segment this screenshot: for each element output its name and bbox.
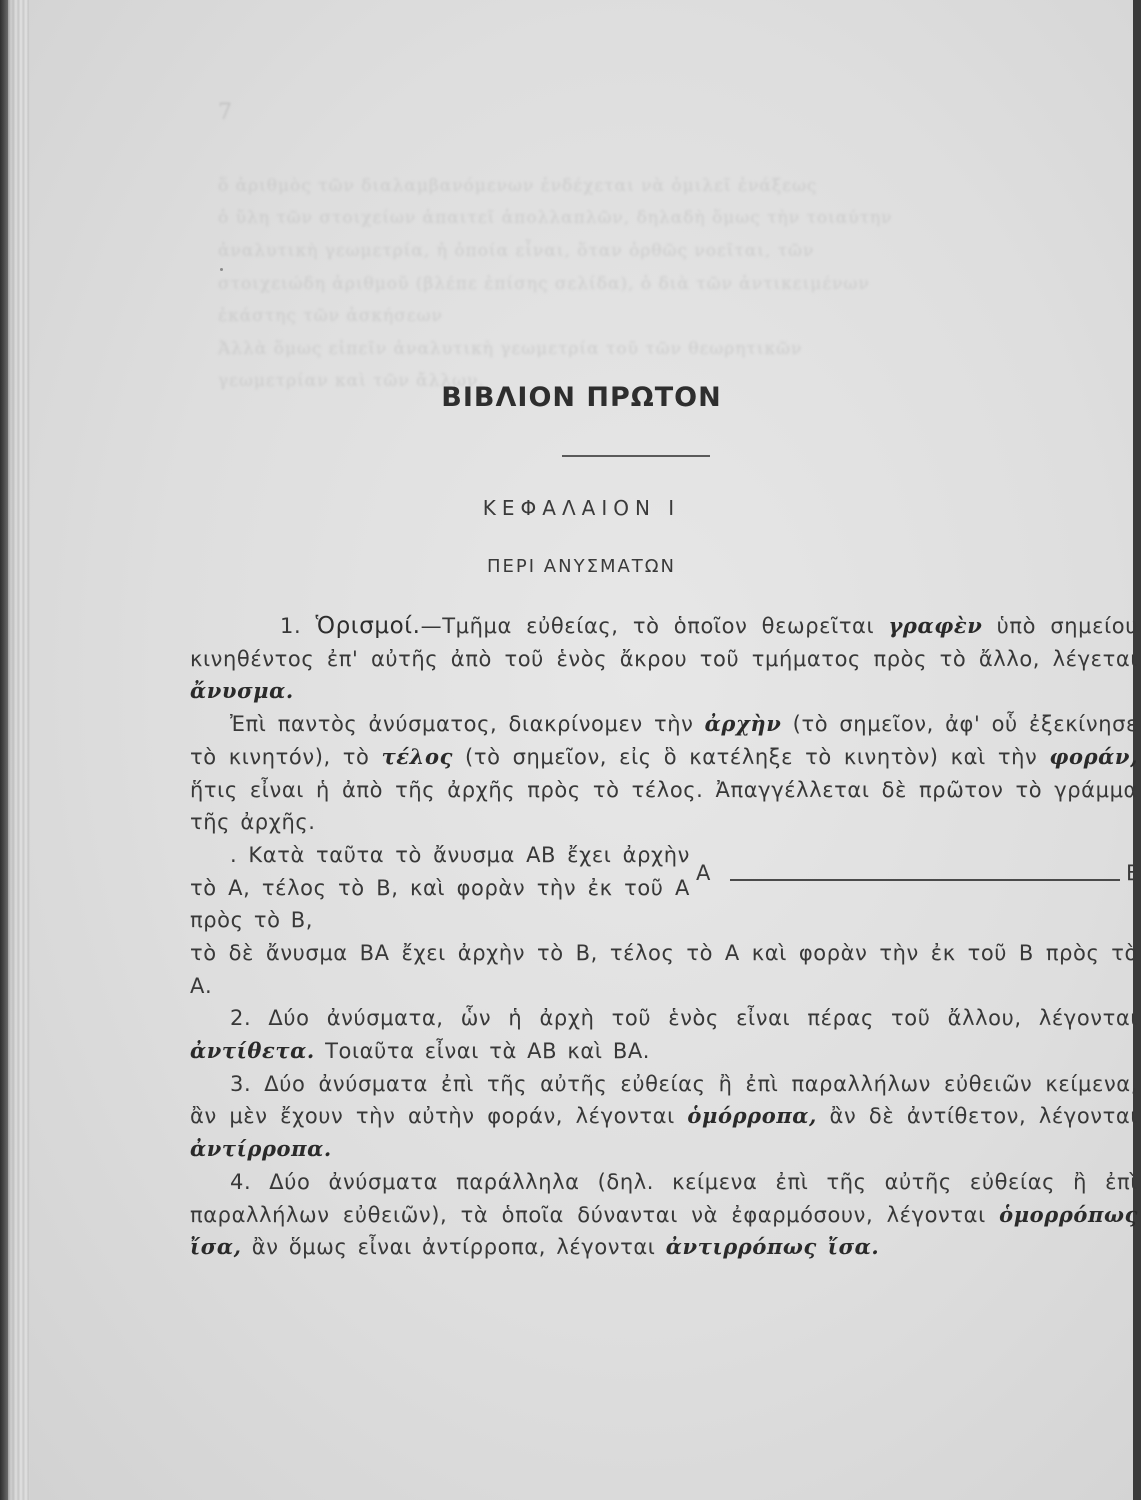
- paragraph-text: ἥτις εἶναι ἡ ἀπὸ τῆς ἀρχῆς πρὸς τὸ τέλος. Ἀπαγγέλλεται δὲ πρῶτον τὸ γράμμα τῆς ἀρχῆς.: [190, 777, 1138, 835]
- section-1-paragraph-2: [190, 708, 1138, 839]
- paragraph-text: 3. Δύο ἀνύσματα ἐπὶ τῆς αὐτῆς εὐθείας ἢ ἐπὶ παραλλήλων εὐθειῶν κείμενα, ἂν μὲν ἔχουν τὴν αὐτὴν φοράν, λέγονται: [190, 1071, 1138, 1129]
- paragraph-text: (τὸ σημεῖον, εἰς ὃ κατέληξε τὸ κινητὸν) καὶ τὴν: [452, 744, 1050, 769]
- defined-term: φοράν,: [1049, 743, 1138, 769]
- vector-segment: [730, 879, 1120, 881]
- example-continuation: τὸ δὲ ἄνυσμα ΒΑ ἔχει ἀρχὴν τὸ Β, τέλος τὸ Α καὶ φορὰν τὴν ἐκ τοῦ Β πρὸς τὸ Α.: [190, 940, 1138, 998]
- paragraph-text: Τμῆμα εὐθείας, τὸ ὁποῖον θεωρεῖται: [442, 614, 889, 638]
- defined-term: ἀντίθετα.: [190, 1038, 315, 1064]
- section-heading: Ὁρισμοί.: [315, 613, 421, 639]
- paragraph-text: ἂν ὅμως εἶναι ἀντίρροπα, λέγονται: [241, 1235, 666, 1260]
- paragraph-text: 2. Δύο ἀνύσματα, ὧν ἡ ἀρχὴ τοῦ ἑνὸς εἶναι πέρας τοῦ ἄλλου, λέγονται: [230, 1006, 1138, 1031]
- vector-diagram: [696, 857, 1141, 897]
- vector-example: [190, 839, 1141, 937]
- bleed-through-line: ὁ ὕλη τῶν στοιχείων ἀπαιτεῖ ἀπολλαπλῶν, δηλαδὴ ὅμως τὴν τοιαύτην: [218, 208, 893, 228]
- bleed-through-line: Ἀλλὰ ὅμως εἰπεῖν ἀναλυτικὴ γεωμετρία τοῦ τῶν θεωρητικῶν: [218, 339, 803, 359]
- paragraph-text: Τοιαῦτα εἶναι τὰ ΑΒ καὶ ΒΑ.: [314, 1039, 651, 1064]
- bleed-through-line: στοιχειώδη ἀριθμοῦ (βλέπε ἐπίσης σελίδα), ὁ διὰ τῶν ἀντικειμένων: [218, 274, 870, 294]
- defined-term: γραφὲν: [888, 613, 983, 638]
- point-label-end: Β: [1126, 860, 1141, 885]
- bleed-through-line: ὅ ἀριθμὸς τῶν διαλαμβανόμενων ἐνδέχεται νὰ ὁμιλεῖ ἐνάξεως: [218, 176, 818, 196]
- body-text: [190, 610, 1141, 1264]
- section-4-paragraph: [190, 1166, 1138, 1264]
- chapter-subheading: ΠΕΡΙ ΑΝΥΣΜΑΤΩΝ: [487, 556, 676, 577]
- defined-term: τέλος: [381, 743, 453, 769]
- bleed-through-line: ἐκάστης τῶν ἀσκήσεων: [218, 306, 443, 326]
- defined-term: ἄνυσμα.: [190, 678, 294, 704]
- example-text: . Κατὰ ταῦτα τὸ ἄνυσμα ΑΒ ἔχει ἀρχὴν τὸ Α, τέλος τὸ Β, καὶ φορὰν τὴν ἐκ τοῦ Α πρὸς τὸ Β,: [190, 842, 690, 933]
- book-title: ΒΙΒΛΙΟΝ ΠΡΩΤΟΝ: [441, 382, 722, 413]
- paragraph-text: ὑπὸ σημείου κινηθέντος ἐπ' αὐτῆς ἀπὸ τοῦ ἑνὸς ἄκρου τοῦ τμήματος πρὸς τὸ ἄλλο, λέγεται: [190, 614, 1138, 671]
- page-number: 7: [218, 100, 232, 125]
- defined-term: ὁμόρροπα,: [687, 1103, 817, 1129]
- section-number: 1.: [280, 614, 302, 638]
- defined-term: ἀντίρροπα.: [190, 1136, 332, 1162]
- bleed-through-line: ἀναλυτικὴ γεωμετρία, ἡ ὁποία εἶναι, ὅταν ὀρθῶς νοεῖται, τῶν: [218, 241, 815, 261]
- heading-dash: —: [420, 614, 443, 638]
- section-1-paragraph: [190, 610, 1138, 708]
- defined-term: ὁμορρόπως ἴσα,: [190, 1201, 1138, 1260]
- point-label-start: Α: [696, 860, 711, 885]
- paragraph-text: 4. Δύο ἀνύσματα παράλληλα (δηλ. κείμενα ἐπὶ τῆς αὐτῆς εὐθείας ἢ ἐπὶ παραλλήλων εὐθειῶν), τὰ ὁποῖα δύνανται νὰ ἐφαρμόσουν, λέγονται: [190, 1169, 1138, 1227]
- section-3-paragraph: [190, 1068, 1138, 1166]
- paragraph-text: Ἐπὶ παντὸς ἀνύσματος, διακρίνομεν τὴν: [230, 712, 705, 737]
- paper-speck: [220, 268, 223, 271]
- defined-term: ἀντιρρόπως ἴσα.: [665, 1234, 880, 1260]
- book-page: [30, 0, 1141, 1500]
- chapter-heading: ΚΕΦΑΛΑΙΟΝ Ι: [482, 496, 681, 520]
- title-divider: [562, 455, 710, 457]
- paragraph-text: (τὸ σημεῖον, ἀφ' οὗ ἐξεκίνησε τὸ κινητόν), τὸ: [190, 712, 1138, 769]
- bleed-through-line: γεωμετρίαν καὶ τῶν ἄλλων.: [218, 371, 485, 391]
- paragraph-text: ἂν δὲ ἀντίθετον, λέγονται: [816, 1104, 1138, 1129]
- defined-term: ἀρχὴν: [704, 711, 782, 737]
- section-2-paragraph: [190, 1002, 1138, 1067]
